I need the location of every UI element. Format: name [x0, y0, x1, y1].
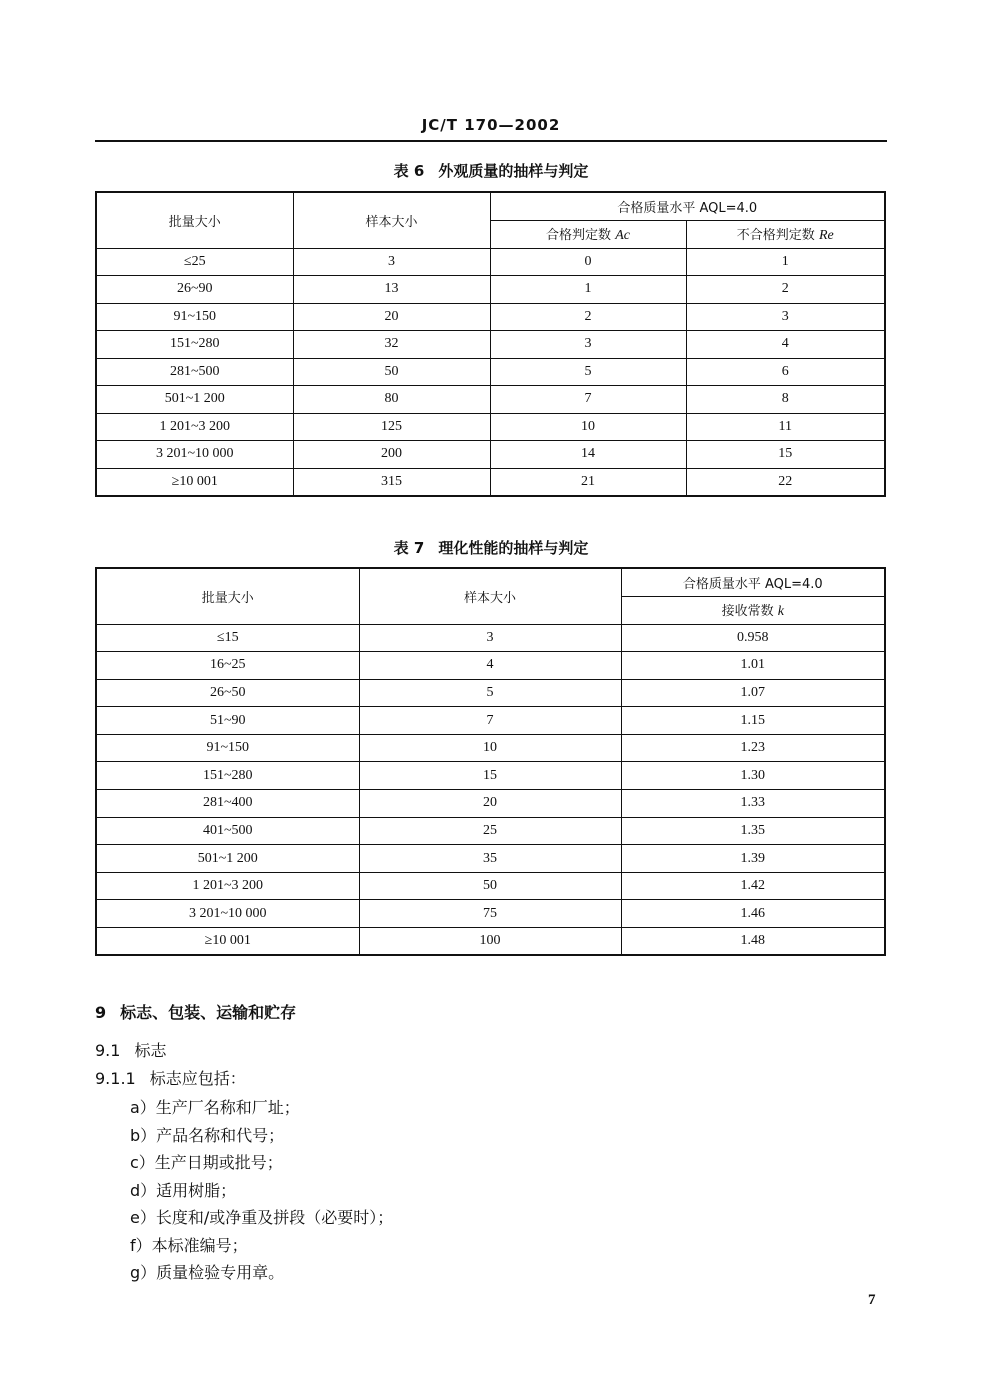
section-9-1-1-number: 9.1.1	[95, 1069, 136, 1088]
table-row	[96, 762, 885, 790]
table-cell-lot: 501~1 200	[96, 386, 293, 414]
page-number: 7	[868, 1292, 876, 1308]
table-cell-lot: 401~500	[96, 817, 359, 845]
header-rule	[95, 140, 887, 142]
table-row	[96, 817, 885, 845]
table7-caption-number: 表 7	[393, 539, 425, 557]
list-item: a）生产厂名称和厂址；	[130, 1098, 300, 1117]
table6-header-ac-symbol: Ac	[615, 228, 630, 243]
table-cell-k: 1.15	[621, 707, 885, 735]
table-cell-sample: 10	[359, 734, 621, 762]
table-cell-k: 1.23	[621, 734, 885, 762]
table-cell-sample: 50	[359, 872, 621, 900]
table-cell-sample: 200	[293, 441, 490, 469]
table-cell-sample: 100	[359, 928, 621, 956]
list-item: f）本标准编号；	[130, 1235, 248, 1255]
table-row	[96, 679, 885, 707]
table-cell-sample: 7	[359, 707, 621, 735]
table-cell-lot: ≤15	[96, 624, 359, 652]
table-cell-re: 11	[686, 413, 885, 441]
table-cell-lot: 151~280	[96, 762, 359, 790]
table-cell-sample: 125	[293, 413, 490, 441]
table-cell-sample: 13	[293, 276, 490, 304]
table-cell-k: 1.42	[621, 872, 885, 900]
table-row	[96, 441, 885, 469]
table-cell-lot: 1 201~3 200	[96, 413, 293, 441]
table-row	[96, 248, 885, 276]
table-cell-sample: 4	[359, 652, 621, 680]
table-cell-ac: 0	[490, 248, 686, 276]
table-cell-sample: 75	[359, 900, 621, 928]
table-cell-lot: 281~500	[96, 358, 293, 386]
section-9-number: 9	[95, 1003, 107, 1022]
table-cell-sample: 3	[359, 624, 621, 652]
table-cell-sample: 32	[293, 331, 490, 359]
document-header: JC/T 170—2002	[421, 116, 561, 134]
list-item: c）生产日期或批号；	[130, 1153, 283, 1172]
section-9-1-number: 9.1	[95, 1041, 121, 1060]
table-cell-sample: 25	[359, 817, 621, 845]
table-cell-lot: 26~50	[96, 679, 359, 707]
table-row	[96, 872, 885, 900]
table7	[95, 567, 886, 956]
table-cell-ac: 21	[490, 468, 686, 496]
table-row	[96, 386, 885, 414]
marking-items-list	[130, 1094, 393, 1287]
table-cell-lot: 151~280	[96, 331, 293, 359]
table-cell-k: 1.30	[621, 762, 885, 790]
table-row	[96, 276, 885, 304]
table7-caption	[95, 537, 887, 558]
table-cell-ac: 5	[490, 358, 686, 386]
table7-header-aql: 合格质量水平 AQL=4.0	[621, 568, 885, 596]
table6-header-re	[686, 220, 885, 248]
table6-header-re-symbol: Re	[818, 228, 834, 243]
table-cell-re: 2	[686, 276, 885, 304]
table-cell-lot: 91~150	[96, 303, 293, 331]
table-cell-lot: 3 201~10 000	[96, 900, 359, 928]
table-row	[96, 624, 885, 652]
table-cell-lot: 91~150	[96, 734, 359, 762]
table-cell-sample: 80	[293, 386, 490, 414]
table-cell-re: 8	[686, 386, 885, 414]
table-cell-lot: 16~25	[96, 652, 359, 680]
table6-caption-number: 表 6	[393, 162, 425, 180]
table-cell-re: 6	[686, 358, 885, 386]
table-cell-lot: ≥10 001	[96, 468, 293, 496]
section-9-1-1-clause	[95, 1066, 246, 1089]
table-cell-k: 1.01	[621, 652, 885, 680]
table6-header-lot-size: 批量大小	[96, 192, 293, 248]
list-item: d）适用树脂；	[130, 1180, 237, 1200]
table-cell-ac: 3	[490, 331, 686, 359]
table-cell-lot: 1 201~3 200	[96, 872, 359, 900]
table-cell-sample: 20	[293, 303, 490, 331]
table-row	[96, 734, 885, 762]
table6-caption	[95, 160, 887, 181]
section-9-1-heading	[95, 1038, 166, 1061]
table-cell-ac: 1	[490, 276, 686, 304]
table-row	[96, 652, 885, 680]
table-cell-re: 15	[686, 441, 885, 469]
table-cell-k: 1.07	[621, 679, 885, 707]
table6-header-ac-label: 合格判定数	[546, 228, 616, 243]
table-cell-lot: ≥10 001	[96, 928, 359, 956]
table-cell-lot: 281~400	[96, 790, 359, 818]
table-row	[96, 413, 885, 441]
table-cell-k: 1.33	[621, 790, 885, 818]
table-cell-lot: ≤25	[96, 248, 293, 276]
table-cell-sample: 3	[293, 248, 490, 276]
table-cell-lot: 51~90	[96, 707, 359, 735]
list-item: g）质量检验专用章。	[130, 1263, 285, 1282]
table-cell-re: 4	[686, 331, 885, 359]
table-cell-ac: 2	[490, 303, 686, 331]
table-row	[96, 303, 885, 331]
table-row	[96, 468, 885, 496]
table6-caption-title: 外观质量的抽样与判定	[438, 162, 589, 180]
table7-header-sample-size: 样本大小	[359, 568, 621, 624]
table-cell-k: 0.958	[621, 624, 885, 652]
table7-header-k-label: 接收常数	[721, 604, 778, 619]
section-9-title: 标志、包装、运输和贮存	[120, 1003, 297, 1022]
table-cell-sample: 35	[359, 845, 621, 873]
table-cell-sample: 50	[293, 358, 490, 386]
table-cell-sample: 20	[359, 790, 621, 818]
table-cell-k: 1.35	[621, 817, 885, 845]
table6-header-ac	[490, 220, 686, 248]
list-item: b）产品名称和代号；	[130, 1125, 285, 1145]
table6	[95, 191, 886, 497]
table-cell-sample: 315	[293, 468, 490, 496]
table-row	[96, 358, 885, 386]
table-cell-k: 1.48	[621, 928, 885, 956]
table-cell-lot: 3 201~10 000	[96, 441, 293, 469]
table-cell-lot: 26~90	[96, 276, 293, 304]
table-cell-ac: 14	[490, 441, 686, 469]
table-cell-re: 3	[686, 303, 885, 331]
table-row	[96, 790, 885, 818]
table7-caption-title: 理化性能的抽样与判定	[438, 539, 589, 557]
list-item: e）长度和/或净重及拼段（必要时）；	[130, 1208, 394, 1227]
table7-header-k	[621, 596, 885, 624]
table-cell-re: 22	[686, 468, 885, 496]
table-cell-ac: 7	[490, 386, 686, 414]
table-row	[96, 928, 885, 956]
table-cell-sample: 5	[359, 679, 621, 707]
section-9-1-1-text: 标志应包括：	[149, 1069, 246, 1088]
table-row	[96, 707, 885, 735]
table-cell-re: 1	[686, 248, 885, 276]
section-9-1-title: 标志	[134, 1041, 167, 1060]
table-row	[96, 845, 885, 873]
table6-header-aql: 合格质量水平 AQL=4.0	[490, 192, 885, 220]
table-cell-k: 1.46	[621, 900, 885, 928]
table6-header-sample-size: 样本大小	[293, 192, 490, 248]
table-cell-lot: 501~1 200	[96, 845, 359, 873]
table7-header-k-symbol: k	[777, 604, 784, 619]
table7-header-lot-size: 批量大小	[96, 568, 359, 624]
table-cell-sample: 15	[359, 762, 621, 790]
section-9-heading	[95, 1000, 296, 1023]
table-row	[96, 331, 885, 359]
table-row	[96, 900, 885, 928]
table-cell-k: 1.39	[621, 845, 885, 873]
table6-header-re-label: 不合格判定数	[736, 228, 819, 243]
table-cell-ac: 10	[490, 413, 686, 441]
